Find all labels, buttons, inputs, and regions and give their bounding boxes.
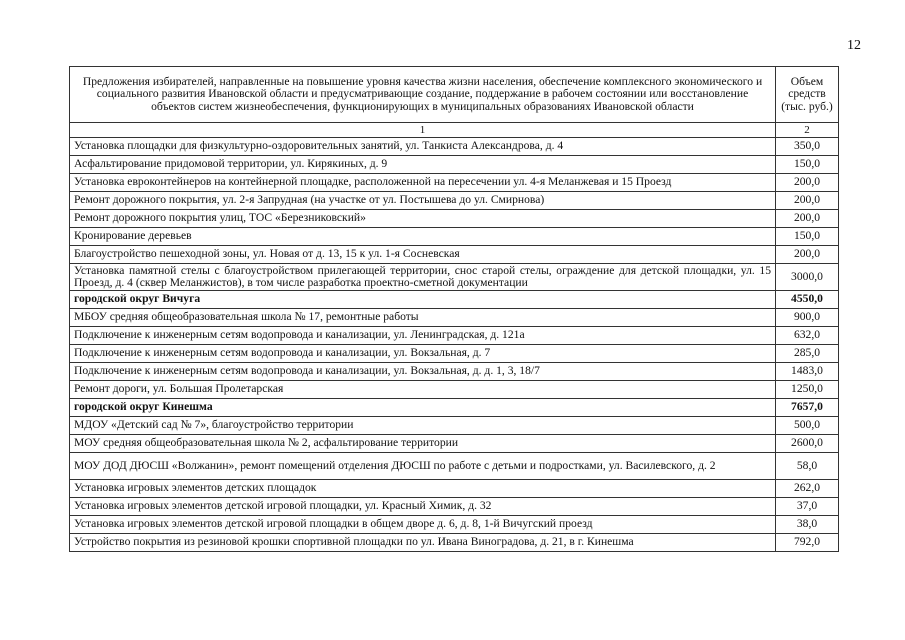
table-header-row xyxy=(70,67,839,123)
table-row xyxy=(70,345,839,363)
amount-value: 350,0 xyxy=(776,138,839,156)
amount-value: 38,0 xyxy=(776,516,839,534)
table-row xyxy=(70,498,839,516)
amount-value: 632,0 xyxy=(776,327,839,345)
header-amount: Объем средств (тыс. руб.) xyxy=(776,67,839,123)
table-row xyxy=(70,174,839,192)
table-row xyxy=(70,516,839,534)
proposal-text: Установка памятной стелы с благоустройством прилегающей территории, снос старой стелы, ограждение для детской площадки, ул. 15 Проезд, д. 4 (сквер Меланжистов), в том числе разработка проектно-сметной документации xyxy=(70,264,776,291)
proposal-text: Подключение к инженерным сетям водопровода и канализации, ул. Ленинградская, д. 121а xyxy=(70,327,776,345)
amount-value: 285,0 xyxy=(776,345,839,363)
amount-value: 500,0 xyxy=(776,417,839,435)
table-row xyxy=(70,381,839,399)
table-body xyxy=(70,138,839,552)
subtotal-row xyxy=(70,399,839,417)
district-name: городской округ Кинешма xyxy=(70,399,776,417)
proposal-text: Асфальтирование придомовой территории, ул. Кирякиных, д. 9 xyxy=(70,156,776,174)
table-row xyxy=(70,435,839,453)
proposal-text: Подключение к инженерным сетям водопровода и канализации, ул. Вокзальная, д. 7 xyxy=(70,345,776,363)
table-row xyxy=(70,264,839,291)
proposal-text: Кронирование деревьев xyxy=(70,228,776,246)
proposal-text: Установка игровых элементов детской игровой площадки в общем дворе д. 6, д. 8, 1-й Вичугский проезд xyxy=(70,516,776,534)
amount-value: 37,0 xyxy=(776,498,839,516)
page-number: 12 xyxy=(847,38,861,53)
amount-value: 150,0 xyxy=(776,156,839,174)
amount-value: 1483,0 xyxy=(776,363,839,381)
table-row xyxy=(70,210,839,228)
proposal-text: Устройство покрытия из резиновой крошки спортивной площадки по ул. Ивана Виноградова, д. 21, в г. Кинешма xyxy=(70,534,776,552)
amount-value: 200,0 xyxy=(776,210,839,228)
proposal-text: Установка игровых элементов детских площадок xyxy=(70,480,776,498)
column-number-1: 1 xyxy=(70,123,776,138)
column-number-row xyxy=(70,123,839,138)
table-row xyxy=(70,480,839,498)
proposal-text: Ремонт дороги, ул. Большая Пролетарская xyxy=(70,381,776,399)
amount-value: 792,0 xyxy=(776,534,839,552)
proposal-text: Установка игровых элементов детской игровой площадки, ул. Красный Химик, д. 32 xyxy=(70,498,776,516)
proposal-text: МДОУ «Детский сад № 7», благоустройство территории xyxy=(70,417,776,435)
subtotal-row xyxy=(70,291,839,309)
amount-value: 200,0 xyxy=(776,174,839,192)
amount-value: 58,0 xyxy=(776,453,839,480)
proposal-text: Благоустройство пешеходной зоны, ул. Новая от д. 13, 15 к ул. 1-я Сосневская xyxy=(70,246,776,264)
table-row xyxy=(70,534,839,552)
proposal-text: Установка евроконтейнеров на контейнерной площадке, расположенной на пересечении ул. 4-я Меланжевая и 15 Проезд xyxy=(70,174,776,192)
table-row xyxy=(70,453,839,480)
table-row xyxy=(70,228,839,246)
header-proposals: Предложения избирателей, направленные на повышение уровня качества жизни населения, обеспечение комплексного экономического и социального развития Ивановской области и предусматривающие создание, поддержание в рабочем состоянии или восстановление объектов систем жизнеобеспечения, функционирующих в муниципальных образованиях Ивановской области xyxy=(70,67,776,123)
proposal-text: МОУ ДОД ДЮСШ «Волжанин», ремонт помещений отделения ДЮСШ по работе с детьми и подростками, ул. Василевского, д. 2 xyxy=(70,453,776,480)
table-row xyxy=(70,327,839,345)
amount-value: 262,0 xyxy=(776,480,839,498)
table-row xyxy=(70,156,839,174)
column-number-2: 2 xyxy=(776,123,839,138)
amount-value: 200,0 xyxy=(776,192,839,210)
amount-value: 2600,0 xyxy=(776,435,839,453)
table-row xyxy=(70,192,839,210)
amount-value: 150,0 xyxy=(776,228,839,246)
amount-value: 3000,0 xyxy=(776,264,839,291)
table-row xyxy=(70,309,839,327)
table-row xyxy=(70,417,839,435)
table-row xyxy=(70,138,839,156)
district-name: городской округ Вичуга xyxy=(70,291,776,309)
proposal-text: Ремонт дорожного покрытия, ул. 2-я Запрудная (на участке от ул. Постышева до ул. Смирнова) xyxy=(70,192,776,210)
proposals-table xyxy=(69,66,839,552)
table-row xyxy=(70,363,839,381)
amount-value: 900,0 xyxy=(776,309,839,327)
amount-value: 1250,0 xyxy=(776,381,839,399)
proposal-text: МОУ средняя общеобразовательная школа № 2, асфальтирование территории xyxy=(70,435,776,453)
district-total: 7657,0 xyxy=(776,399,839,417)
proposal-text: Установка площадки для физкультурно-оздоровительных занятий, ул. Танкиста Александрова, д. 4 xyxy=(70,138,776,156)
amount-value: 200,0 xyxy=(776,246,839,264)
proposal-text: МБОУ средняя общеобразовательная школа № 17, ремонтные работы xyxy=(70,309,776,327)
proposal-text: Подключение к инженерным сетям водопровода и канализации, ул. Вокзальная, д. д. 1, 3, 18/7 xyxy=(70,363,776,381)
district-total: 4550,0 xyxy=(776,291,839,309)
proposal-text: Ремонт дорожного покрытия улиц, ТОС «Березниковский» xyxy=(70,210,776,228)
table-row xyxy=(70,246,839,264)
